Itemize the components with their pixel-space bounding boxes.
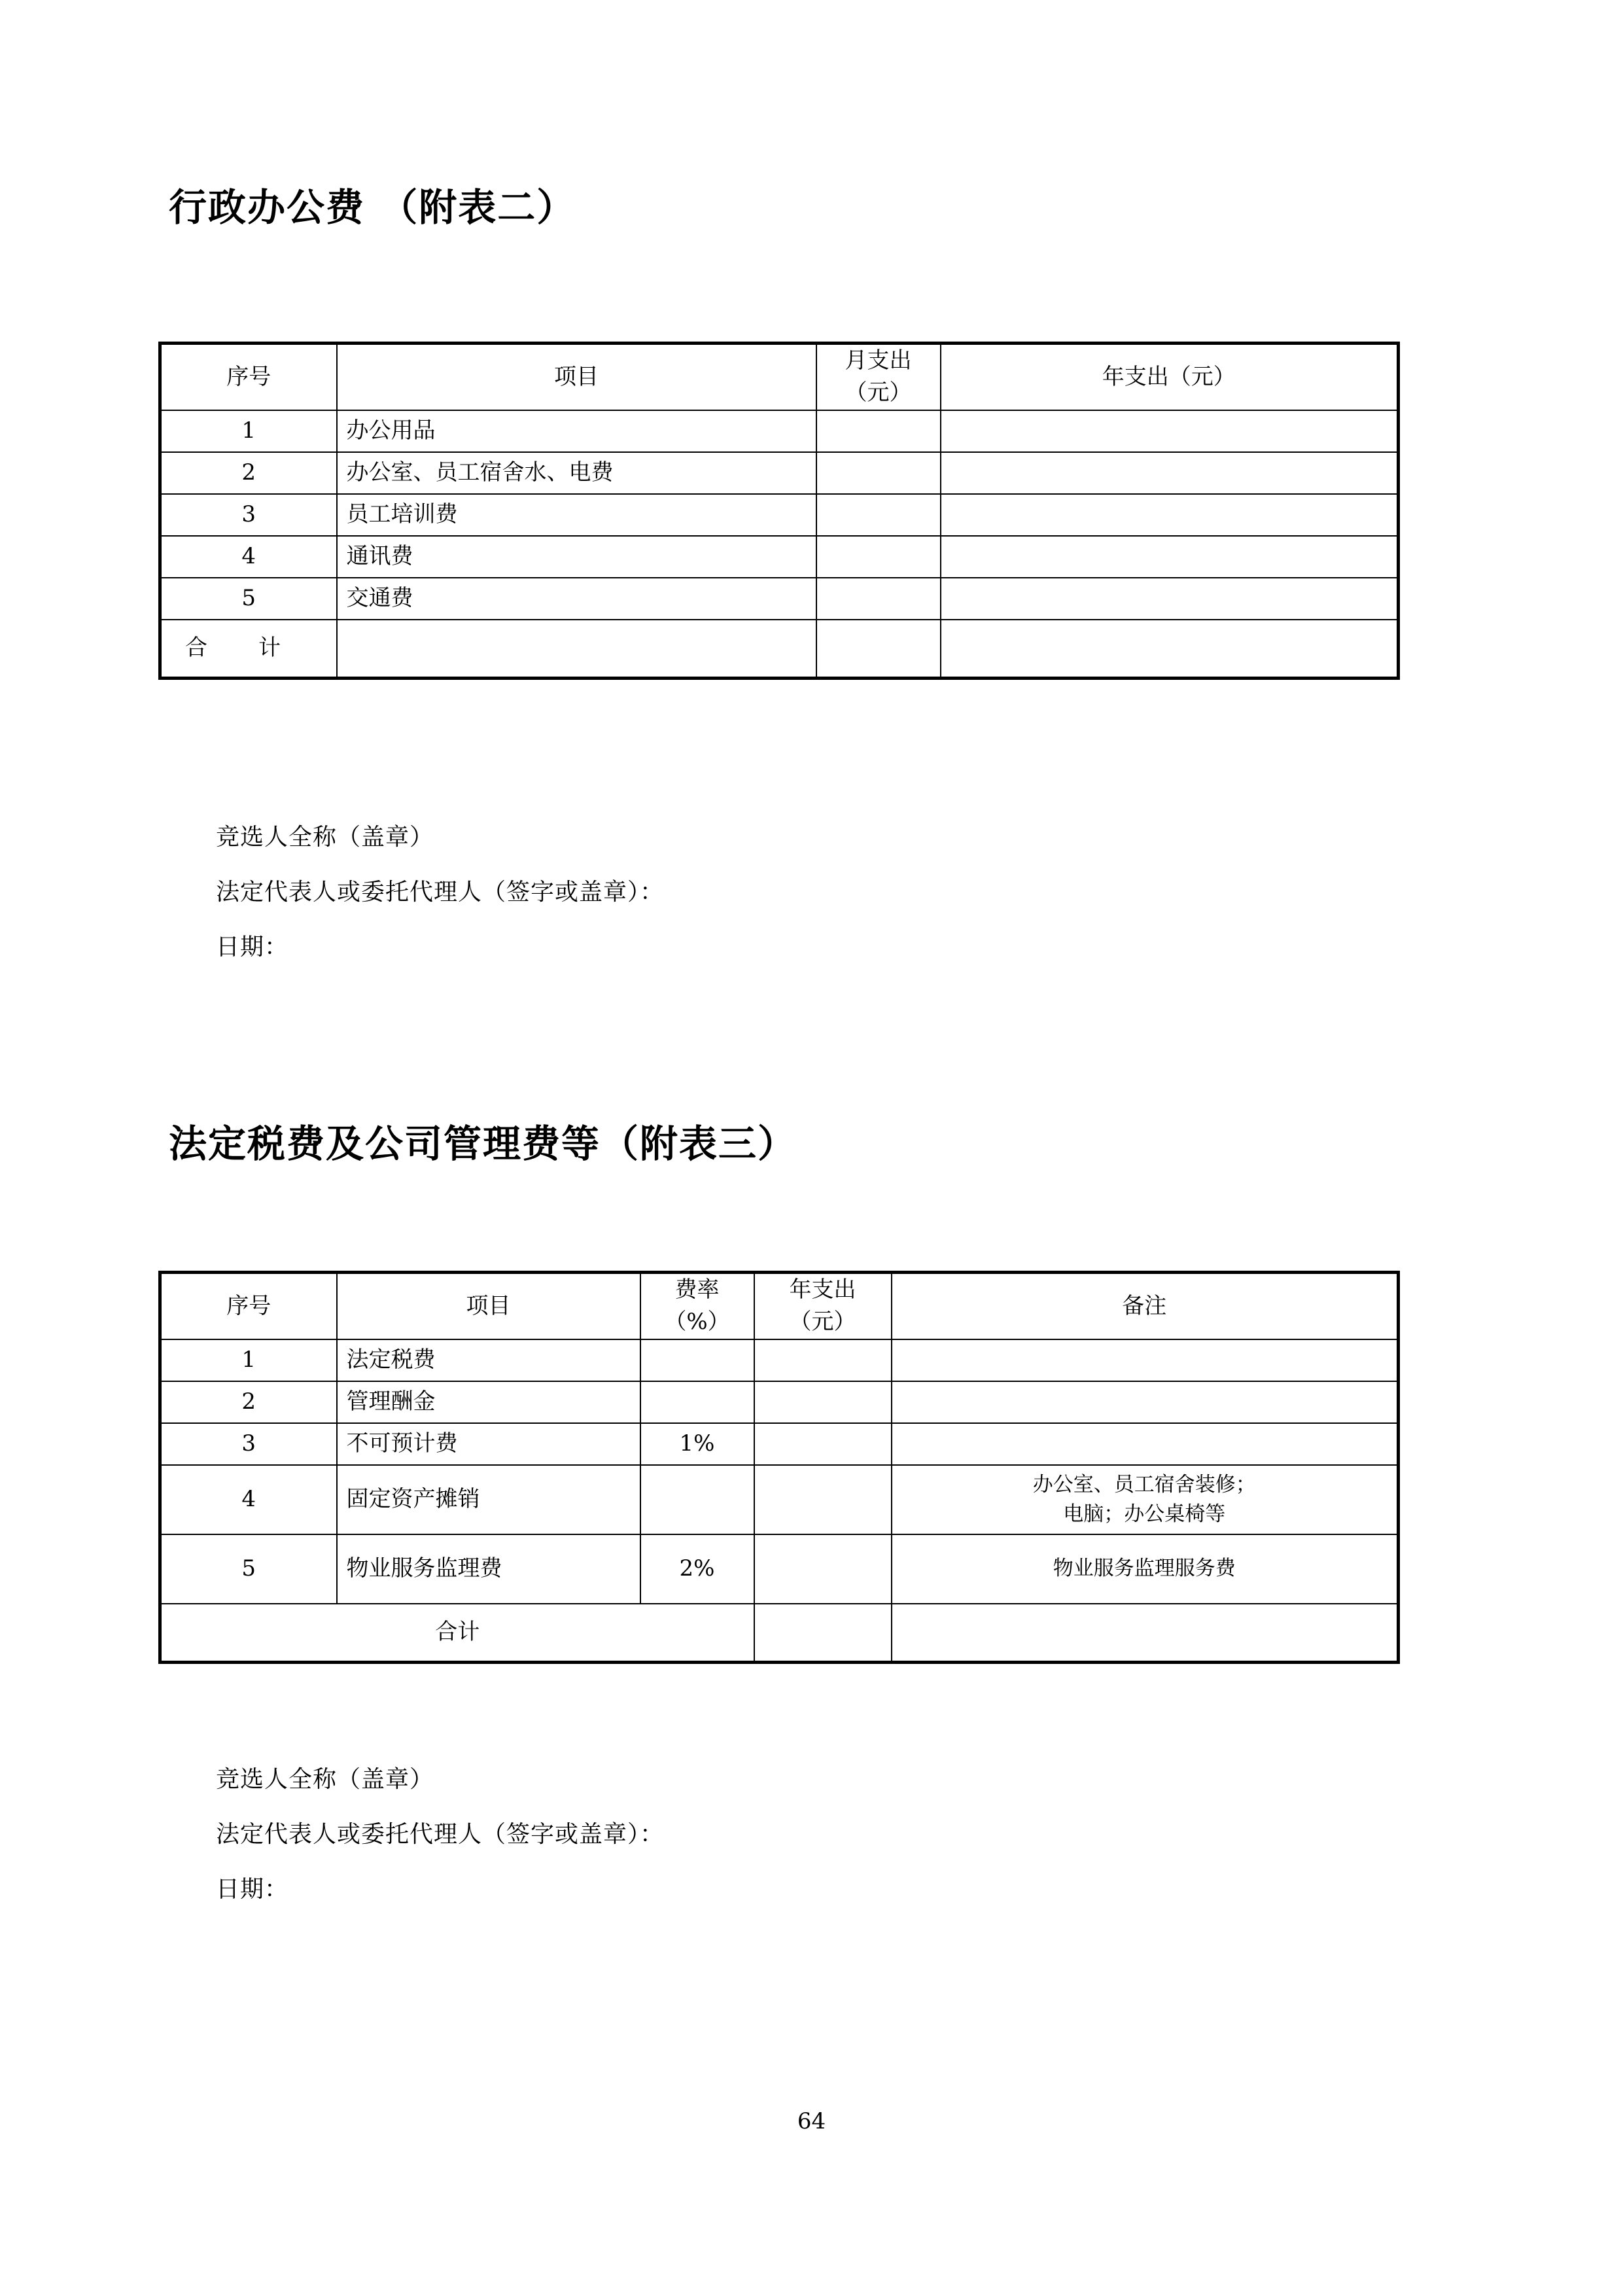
total-yearly[interactable] <box>754 1604 892 1663</box>
signature-block-appendix-two <box>216 826 664 959</box>
administrative-office-expense-table <box>158 342 1400 680</box>
table-total-row <box>160 620 1399 679</box>
cell-note[interactable] <box>892 1339 1399 1381</box>
column-header-monthly: 月支出（元） <box>816 344 941 410</box>
statutory-tax-and-management-fee-table <box>158 1271 1400 1664</box>
cell-monthly[interactable] <box>816 494 941 536</box>
cell-item: 办公用品 <box>337 410 816 452</box>
cell-yearly[interactable] <box>941 536 1399 578</box>
total-label: 合 计 <box>160 620 337 679</box>
cell-note[interactable]: 物业服务监理服务费 <box>892 1534 1399 1604</box>
cell-rate[interactable] <box>640 1339 754 1381</box>
cell-item: 物业服务监理费 <box>337 1534 640 1604</box>
section-heading-appendix-three: 法定税费及公司管理费等（附表三） <box>169 1122 797 1166</box>
cell-rate[interactable]: 1% <box>640 1423 754 1465</box>
table-row <box>160 494 1399 536</box>
column-header-item: 项目 <box>337 344 816 410</box>
cell-yearly[interactable] <box>941 578 1399 620</box>
total-yearly[interactable] <box>941 620 1399 679</box>
cell-rate[interactable]: 2% <box>640 1534 754 1604</box>
cell-yearly[interactable] <box>754 1339 892 1381</box>
cell-note[interactable] <box>892 1423 1399 1465</box>
cell-rate[interactable] <box>640 1465 754 1534</box>
cell-yearly[interactable] <box>754 1381 892 1423</box>
cell-seq: 2 <box>160 1381 337 1423</box>
table-row <box>160 1465 1399 1534</box>
cell-seq: 4 <box>160 536 337 578</box>
cell-monthly[interactable] <box>816 410 941 452</box>
cell-yearly[interactable] <box>941 494 1399 536</box>
cell-item: 员工培训费 <box>337 494 816 536</box>
cell-item: 固定资产摊销 <box>337 1465 640 1534</box>
cell-yearly[interactable] <box>941 410 1399 452</box>
cell-item: 办公室、员工宿舍水、电费 <box>337 452 816 494</box>
cell-item: 通讯费 <box>337 536 816 578</box>
cell-item: 管理酬金 <box>337 1381 640 1423</box>
cell-rate[interactable] <box>640 1381 754 1423</box>
signature-bidder-name: 竞选人全称（盖章） <box>216 1766 434 1793</box>
cell-seq: 5 <box>160 1534 337 1604</box>
table-row <box>160 1423 1399 1465</box>
cell-seq: 2 <box>160 452 337 494</box>
total-monthly[interactable] <box>816 620 941 679</box>
cell-seq: 4 <box>160 1465 337 1534</box>
column-header-rate: 费率（%） <box>640 1273 754 1339</box>
cell-seq: 3 <box>160 494 337 536</box>
table-row <box>160 1534 1399 1604</box>
cell-item: 法定税费 <box>337 1339 640 1381</box>
signature-bidder-name: 竞选人全称（盖章） <box>216 824 434 851</box>
total-label: 合计 <box>160 1604 754 1663</box>
column-header-yearly: 年支出（元） <box>754 1273 892 1339</box>
cell-seq: 3 <box>160 1423 337 1465</box>
table-row <box>160 1339 1399 1381</box>
section-heading-appendix-two: 行政办公费 （附表二） <box>169 185 576 230</box>
cell-item: 不可预计费 <box>337 1423 640 1465</box>
cell-yearly[interactable] <box>754 1534 892 1604</box>
total-note[interactable] <box>892 1604 1399 1663</box>
table-row <box>160 452 1399 494</box>
cell-yearly[interactable] <box>754 1423 892 1465</box>
cell-note[interactable] <box>892 1381 1399 1423</box>
table-row <box>160 578 1399 620</box>
table-row <box>160 536 1399 578</box>
column-header-seq: 序号 <box>160 344 337 410</box>
cell-seq: 1 <box>160 1339 337 1381</box>
cell-monthly[interactable] <box>816 578 941 620</box>
total-item[interactable] <box>337 620 816 679</box>
signature-date: 日期： <box>216 1876 289 1903</box>
signature-block-appendix-three <box>216 1768 664 1901</box>
cell-seq: 5 <box>160 578 337 620</box>
column-header-seq: 序号 <box>160 1273 337 1339</box>
table-row <box>160 410 1399 452</box>
cell-yearly[interactable] <box>754 1465 892 1534</box>
column-header-yearly: 年支出（元） <box>941 344 1399 410</box>
column-header-note: 备注 <box>892 1273 1399 1339</box>
cell-note[interactable] <box>892 1465 1399 1534</box>
signature-legal-representative: 法定代表人或委托代理人（签字或盖章）： <box>216 879 665 906</box>
table-total-row <box>160 1604 1399 1663</box>
cell-monthly[interactable] <box>816 536 941 578</box>
table-row <box>160 1381 1399 1423</box>
column-header-item: 项目 <box>337 1273 640 1339</box>
signature-legal-representative: 法定代表人或委托代理人（签字或盖章）： <box>216 1821 665 1848</box>
cell-yearly[interactable] <box>941 452 1399 494</box>
cell-monthly[interactable] <box>816 452 941 494</box>
page-number: 64 <box>797 2108 826 2134</box>
table-header-row <box>160 344 1399 410</box>
table-header-row <box>160 1273 1399 1339</box>
signature-date: 日期： <box>216 934 289 961</box>
cell-note-line-2: 电脑；办公桌椅等 <box>1063 1502 1226 1526</box>
cell-item: 交通费 <box>337 578 816 620</box>
cell-note-line-1: 办公室、员工宿舍装修； <box>1032 1472 1256 1496</box>
cell-seq: 1 <box>160 410 337 452</box>
